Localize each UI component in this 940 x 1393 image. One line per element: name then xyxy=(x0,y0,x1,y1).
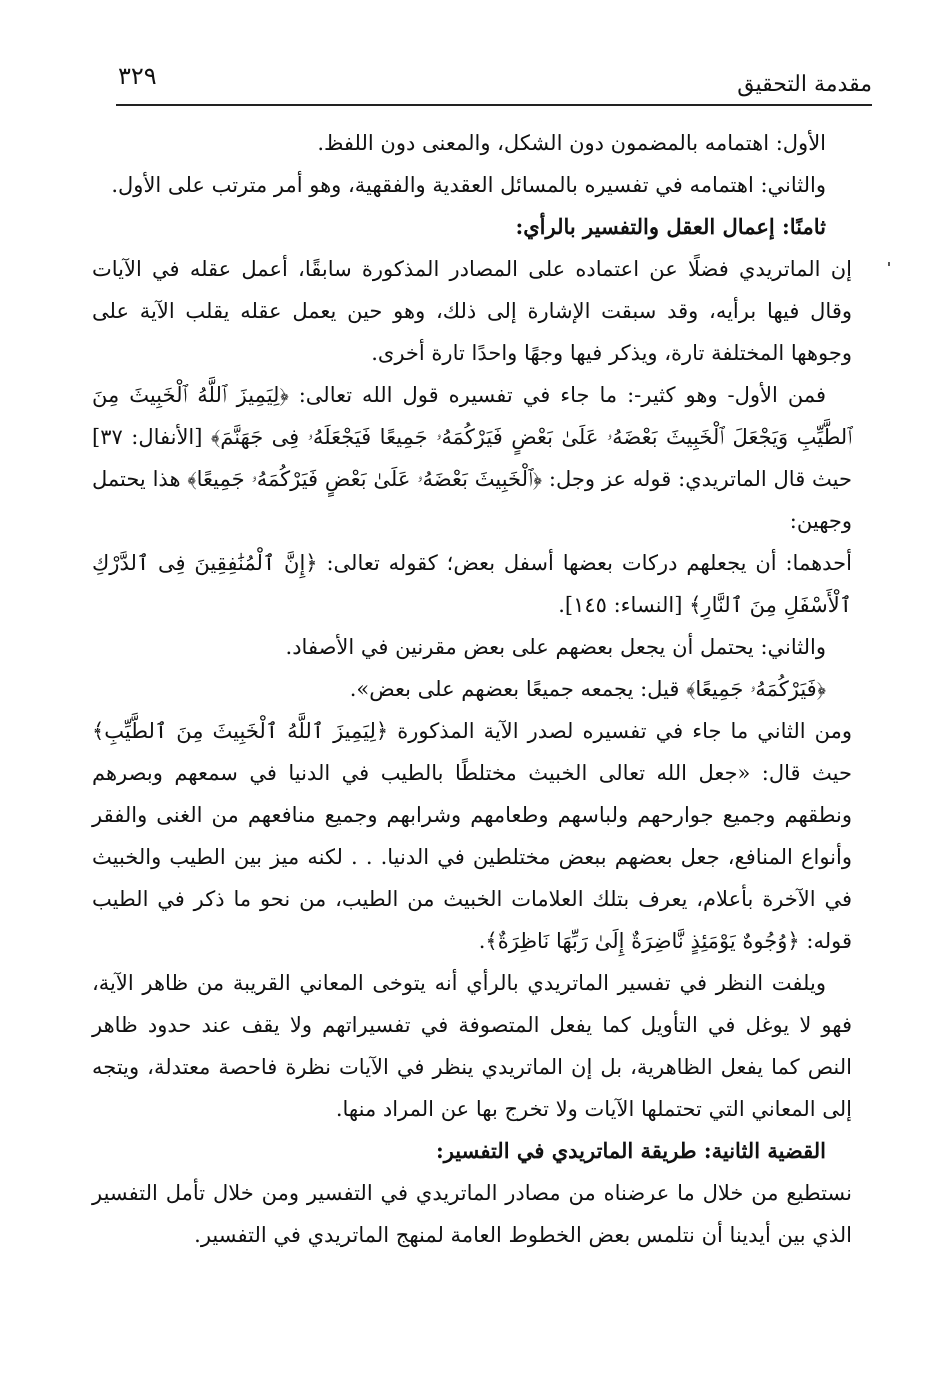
header-rule xyxy=(116,104,872,106)
paragraph-intro-reasoning: إن الماتريدي فضلًا عن اعتماده على المصادر المذكورة سابقًا، أعمل عقله في الآيات وقال فيها برأيه، وقد سبقت الإشارة إلى ذلك، وهو حين يعمل عقله يقلب الآية على وجوهها المختلفة تارة، ويذكر فيها وجهًا واحدًا تارة أخرى. xyxy=(92,257,852,365)
paragraph-method-intro: نستطيع من خلال ما عرضناه من مصادر الماتريدي في التفسير ومن خلال تأمل التفسير الذي بين أيدينا أن نتلمس بعض الخطوط العامة لمنهج الماتريدي في التفسير. xyxy=(92,1181,852,1247)
paragraph-second-point: والثاني: اهتمامه في تفسيره بالمسائل العقدية والفقهية، وهو أمر مترتب على الأول. xyxy=(111,173,826,197)
page-number: ٣٢٩ xyxy=(118,62,157,90)
body-text xyxy=(92,122,852,1256)
margin-mark xyxy=(888,262,890,266)
paragraph-first-point: الأول: اهتمامه بالمضمون دون الشكل، والمعنى دون اللفظ. xyxy=(317,131,826,155)
paragraph-second-example: ومن الثاني ما جاء في تفسيره لصدر الآية المذكورة ﴿لِيَمِيزَ ٱللَّهُ ٱلْخَبِيثَ مِنَ ٱلطَّيِّبِ﴾ حيث قال: «جعل الله تعالى الخبيث مختلطًا بالطيب في الدنيا في سمعهم وبصرهم ونطقهم وجميع جوارحهم ولباسهم وطعامهم وشرابهم وجميع منافعهم من الغنى والفقر وأنواع المنافع، جعل بعضهم ببعض مختلطين في الدنيا. . . لكنه ميز بين الطيب والخبيث في الآخرة بأعلام، يعرف بتلك العلامات الخبيث من الطيب، من نحو ما ذكر في الطيب قوله: ﴿وُجُوهٌ يَوْمَئِذٍ نَّاضِرَةٌ إِلَىٰ رَبِّهَا نَاظِرَةٌ﴾. xyxy=(92,719,852,953)
paragraph-observation: ويلفت النظر في تفسير الماتريدي بالرأي أنه يتوخى المعاني القريبة من ظاهر الآية، فهو لا يوغل في التأويل كما يفعل المتصوفة في تفسيراتهم ولا يقف عند حدود ظاهر النص كما يفعل الظاهرية، بل إن الماتريدي ينظر في الآيات نظرة فاحصة معتدلة، ويتجه إلى المعاني التي تحتملها الآيات ولا تخرج بها عن المراد منها. xyxy=(92,971,852,1121)
running-title: مقدمة التحقيق xyxy=(737,72,872,97)
page-header xyxy=(118,62,872,102)
section-heading-eighth: ثامنًا: إعمال العقل والتفسير بالرأي: xyxy=(515,214,826,239)
paragraph-first-example: فمن الأول- وهو كثير-: ما جاء في تفسيره قول الله تعالى: ﴿لِيَمِيزَ ٱللَّهُ ٱلْخَبِيثَ مِنَ ٱلطَّيِّبِ وَيَجْعَلَ ٱلْخَبِيثَ بَعْضَهُۥ عَلَىٰ بَعْضٍ فَيَرْكُمَهُۥ جَمِيعًا فَيَجْعَلَهُۥ فِى جَهَنَّمَ﴾ [الأنفال: ٣٧] حيث قال الماتريدي: قوله عز وجل: ﴿ٱلْخَبِيثَ بَعْضَهُۥ عَلَىٰ بَعْضٍ فَيَرْكُمَهُۥ جَمِيعًا﴾ هذا يحتمل وجهين: xyxy=(92,383,852,533)
paragraph-first-aspect: أحدهما: أن يجعلهم دركات بعضها أسفل بعض؛ كقوله تعالى: ﴿إِنَّ ٱلْمُنَٰفِقِينَ فِى ٱلدَّرْكِ ٱلْأَسْفَلِ مِنَ ٱلنَّارِ﴾ [النساء: ١٤٥]. xyxy=(92,551,852,617)
paragraph-second-aspect: والثاني: يحتمل أن يجعل بعضهم على بعض مقرنين في الأصفاد. xyxy=(285,635,826,659)
paragraph-gathering: ﴿فَيَرْكُمَهُۥ جَمِيعًا﴾ قيل: يجمعه جميعًا بعضهم على بعض». xyxy=(349,677,826,701)
section-heading-second-issue: القضية الثانية: طريقة الماتريدي في التفسير: xyxy=(435,1138,826,1163)
